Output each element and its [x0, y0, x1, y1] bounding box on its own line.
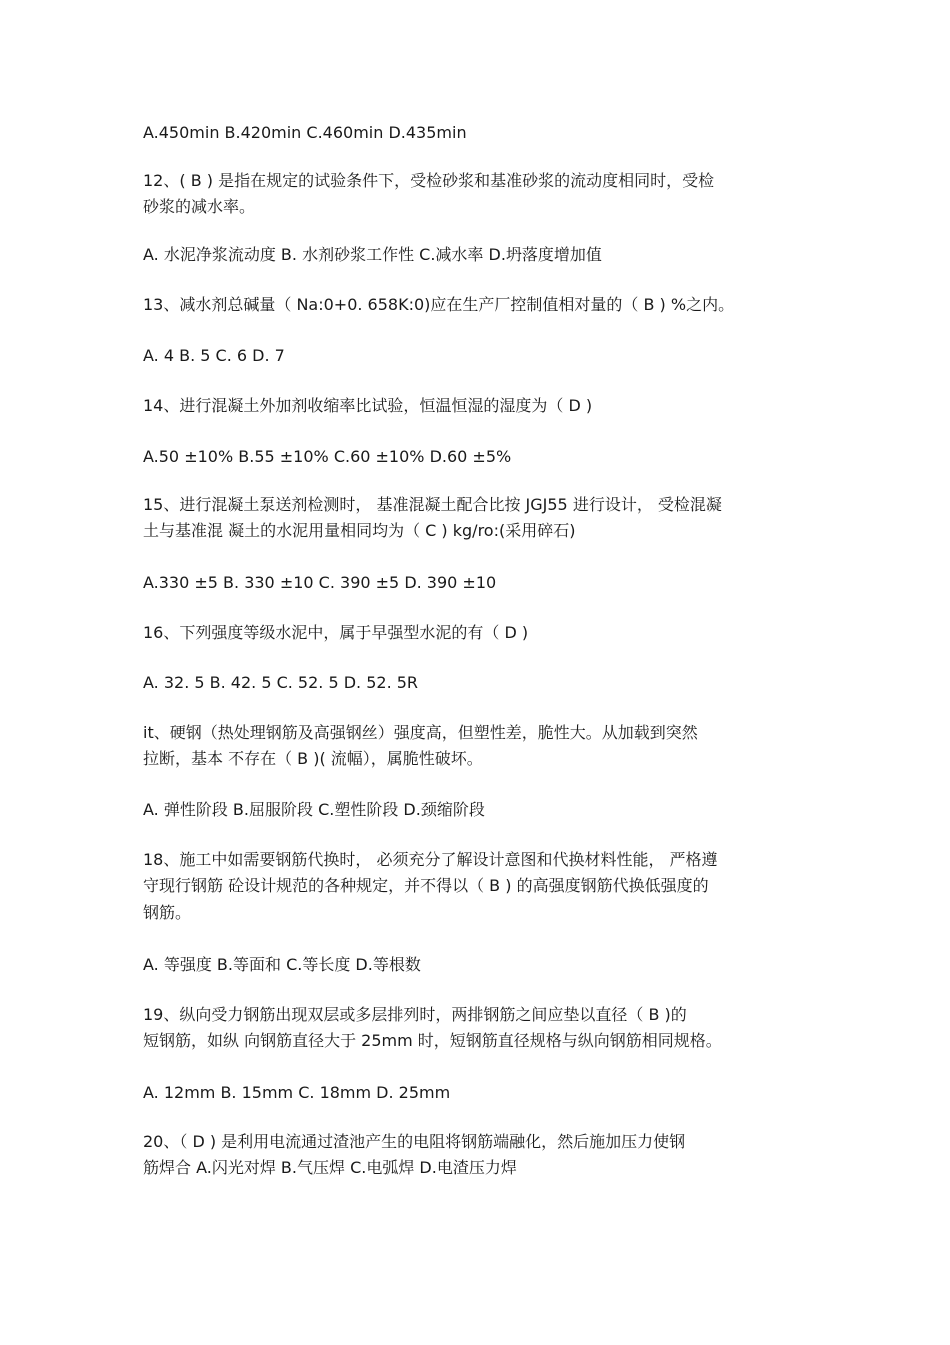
option-line-q11: A.450min B.420min C.460min D.435min — [143, 123, 467, 142]
question-18-line-2: 守现行钢筋 砼设计规范的各种规定，并不得以（ B ) 的高强度钢筋代换低强度的 — [143, 876, 709, 895]
question-20-line-2: 筋焊合 A.闪光对焊 B.气压焊 C.电弧焊 D.电渣压力焊 — [143, 1158, 517, 1177]
option-line-q18: A. 等强度 B.等面和 C.等长度 D.等根数 — [143, 955, 421, 974]
question-12-line-2: 砂浆的减水率。 — [143, 197, 256, 216]
question-17-line-1: it、硬钢（热处理钢筋及高强钢丝）强度高，但塑性差，脆性大。从加载到突然 — [143, 723, 698, 742]
question-18-line-3: 钢筋。 — [143, 903, 192, 922]
option-line-q13: A. 4 B. 5 C. 6 D. 7 — [143, 346, 285, 365]
option-line-q15: A.330 ±5 B. 330 ±10 C. 390 ±5 D. 390 ±10 — [143, 573, 497, 592]
question-15-line-1: 15、进行混凝土泵送剂检测时， 基准混凝土配合比按 JGJ55 进行设计， 受检混凝 — [143, 495, 722, 514]
question-19-line-2: 短钢筋，如纵 向钢筋直径大于 25mm 时，短钢筋直径规格与纵向钢筋相同规格。 — [143, 1031, 722, 1050]
question-14-line-1: 14、进行混凝土外加剂收缩率比试验，恒温恒湿的湿度为（ D ) — [143, 396, 593, 415]
question-17-line-2: 拉断，基本 不存在（ B )( 流幅），属脆性破坏。 — [143, 749, 483, 768]
question-20-line-1: 20、（ D ) 是利用电流通过渣池产生的电阻将钢筋端融化，然后施加压力使钢 — [143, 1132, 686, 1151]
option-line-q16: A. 32. 5 B. 42. 5 C. 52. 5 D. 52. 5R — [143, 673, 419, 692]
question-19-line-1: 19、纵向受力钢筋出现双层或多层排列时，两排钢筋之间应垫以直径（ B )的 — [143, 1005, 687, 1024]
option-line-q17: A. 弹性阶段 B.屈服阶段 C.塑性阶段 D.颈缩阶段 — [143, 800, 485, 819]
question-13-line-1: 13、减水剂总碱量（ Na:0+0. 658K:0)应在生产厂控制值相对量的（ B ) %之内。 — [143, 295, 735, 314]
question-16-line-1: 16、下列强度等级水泥中，属于早强型水泥的有（ D ) — [143, 623, 529, 642]
question-12-line-1: 12、( B ) 是指在规定的试验条件下，受检砂浆和基准砂浆的流动度相同时，受检 — [143, 171, 715, 190]
option-line-q19: A. 12mm B. 15mm C. 18mm D. 25mm — [143, 1083, 451, 1102]
question-18-line-1: 18、施工中如需要钢筋代换时， 必须充分了解设计意图和代换材料性能， 严格遵 — [143, 850, 718, 869]
question-15-line-2: 土与基准混 凝土的水泥用量相同均为（ C ) kg/ro:(采用碎石) — [143, 521, 576, 540]
option-line-q14: A.50 ±10% B.55 ±10% C.60 ±10% D.60 ±5% — [143, 447, 512, 466]
option-line-q12: A. 水泥净浆流动度 B. 水剂砂浆工作性 C.减水率 D.坍落度增加值 — [143, 245, 602, 264]
